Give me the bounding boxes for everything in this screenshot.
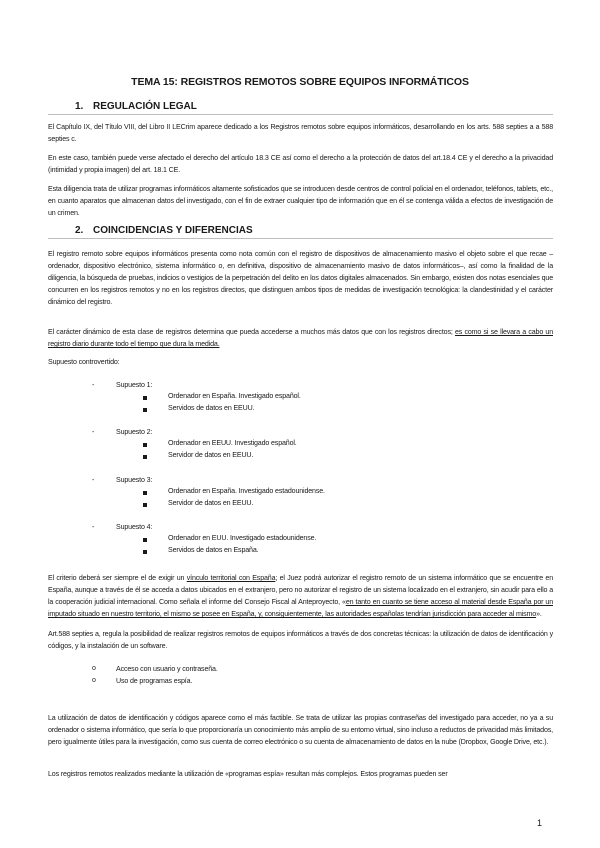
case-3-item-1: Ordenador en España. Investigado estadounidense.	[168, 487, 325, 495]
page-number: 1	[536, 818, 542, 828]
case-1-bullet-1	[143, 396, 147, 400]
s2-paragraph-3-text-e: ».	[536, 610, 542, 618]
case-1-bullet-2	[143, 408, 147, 412]
section-2-heading	[75, 225, 253, 236]
s2-paragraph-3-territorial-link: vínculo territorial con España	[186, 574, 276, 582]
case-4-bullet-2	[143, 550, 147, 554]
s2-paragraph-3-text-a: El criterio deberá ser siempre el de exigir un	[48, 574, 187, 582]
case-4-item-1: Ordenador en EUU. Investigado estadounidense.	[168, 534, 317, 542]
case-2-label: Supuesto 2:	[116, 428, 153, 436]
case-2-bullet-2	[143, 455, 147, 459]
case-1-dash: -	[92, 381, 95, 389]
s1-paragraph-3: Esta diligencia trata de utilizar programas informáticos altamente sofisticados que se introducen desde centros de control policial en el ordenador, teléfonos, tablets, etc., en cuanto aparatos que almacenan datos del investigado, con el fin de extraer cualquier tipo de información que en él se contenga válida a efectos de investigación de un crimen.	[48, 185, 553, 217]
case-4-bullet-1	[143, 538, 147, 542]
case-3-item-2: Servidor de datos en EEUU.	[168, 499, 254, 507]
controversial-label: Supuesto controvertido:	[48, 358, 120, 366]
section-2-title: COINCIDENCIAS Y DIFERENCIAS	[93, 225, 253, 236]
technique-1-text: Acceso con usuario y contraseña.	[116, 665, 218, 673]
case-4-item-2: Servidos de datos en España.	[168, 546, 259, 554]
case-3-dash: -	[92, 476, 95, 484]
s2-paragraph-1: El registro remoto sobre equipos informáticos presenta como nota común con el registro de dispositivos de almacenamiento masivo el objeto sobre el que recae –ordenador, dispositivo electrónico, sistema informático o, en definitiva, dispositivo de almacenamiento masivo de datos informáticos–, así como la finalidad de la diligencia, la búsqueda de pruebas, indicios o vestigios de la perpetración del delito en los datos digitales almacenados. Sin embargo, existen dos notas esenciales que concurren en los registros remotos y no en los registros directos, que distinguen ambos tipos de medidas de investigación tecnológica: la clandestinidad y el carácter dinámico del registro.	[48, 250, 553, 306]
section-1-number: 1.	[75, 101, 84, 112]
case-3-bullet-1	[143, 491, 147, 495]
case-3-bullet-2	[143, 503, 147, 507]
case-4-label: Supuesto 4:	[116, 523, 153, 531]
case-2-item-1: Ordenador en EEUU. Investigado español.	[168, 439, 297, 447]
technique-2-text: Uso de programas espía.	[116, 677, 193, 685]
section-1-rule	[48, 114, 553, 115]
case-2-item-2: Servidor de datos en EEUU.	[168, 451, 254, 459]
case-2-bullet-1	[143, 443, 147, 447]
s2-paragraph-2-text: El carácter dinámico de esta clase de registros determina que pueda accederse a muchos más datos que con los registros directos;	[48, 328, 455, 336]
s2-paragraph-3-text-c: ; el Juez podrá autorizar el registro remoto de un sistema informático que se encuentre en España, aunque a través de él se acceda a datos ubicados en el extranjero, pero no autorizar el registro de un sistema localizado en el extranjero, sin acudir para ello a la cooperación judicial internacional. Como señala el informe del Consejo Fiscal al Anteproyecto, «	[48, 574, 553, 606]
section-2-rule	[48, 238, 553, 239]
case-2-dash: -	[92, 428, 95, 436]
s2-paragraph-2-underlined: es como si se llevara a cabo un registro diario durante todo el tiempo que dura la medida.	[48, 328, 553, 348]
s2-paragraph-3-quote: en tanto en cuanto se tiene acceso al material desde España por un imputado situado en nuestro territorio, el mismo se posee en España, y, consiguientemente, las autoridades españolas tendrían jurisdicción para acceder al mismo	[48, 598, 553, 618]
s2-paragraph-2	[48, 326, 553, 350]
case-3-label: Supuesto 3:	[116, 476, 153, 484]
case-1-item-2: Servidos de datos en EEUU.	[168, 404, 255, 412]
s1-paragraph-1: El Capítulo IX, del Título VIII, del Libro II LECrim aparece dedicado a los Registros remotos sobre equipos informáticos, desarrollando en los arts. 588 septies a a 588 septies c.	[48, 123, 553, 143]
case-4-dash: -	[92, 523, 95, 531]
s2-paragraph-6: Los registros remotos realizados mediante la utilización de «programas espía» resultan más complejos. Estos programas pueden ser	[48, 770, 448, 778]
case-1-item-1: Ordenador en España. Investigado español.	[168, 392, 301, 400]
section-2-number: 2.	[75, 225, 84, 236]
technique-2-bullet: o	[92, 677, 96, 684]
s2-paragraph-4: Art.588 septies a, regula la posibilidad de realizar registros remotos de equipos informáticos a través de dos concretas técnicas: la utilización de datos de identificación y códigos, y la instalación de un software.	[48, 630, 553, 650]
page-title: TEMA 15: REGISTROS REMOTOS SOBRE EQUIPOS INFORMÁTICOS	[131, 76, 469, 88]
case-1-label: Supuesto 1:	[116, 381, 153, 389]
s1-paragraph-2: En este caso, también puede verse afectado el derecho del artículo 18.3 CE así como el derecho a la protección de datos del art.18.4 CE y el derecho a la privacidad (intimidad y propia imagen) del art. 18.1 CE.	[48, 154, 553, 174]
s2-paragraph-5: La utilización de datos de identificación y códigos aparece como el más factible. Se trata de utilizar las propias contraseñas del investigado para acceder, no ya a su ordenador o sistema informático, que sería lo que proporcionaría un conocimiento más amplio de su entorno virtual, sino incluso a reductos de privacidad más limitados, pero igualmente útiles para la investigación, como sus cuenta de correo electrónico o su cuenta de almacenamiento de datos en la nube (Dropbox, Google Drive, etc.).	[48, 714, 553, 746]
s2-paragraph-3	[48, 572, 553, 620]
technique-1-bullet: o	[92, 665, 96, 672]
section-1-title: REGULACIÓN LEGAL	[93, 101, 197, 112]
section-1-heading	[75, 101, 197, 112]
